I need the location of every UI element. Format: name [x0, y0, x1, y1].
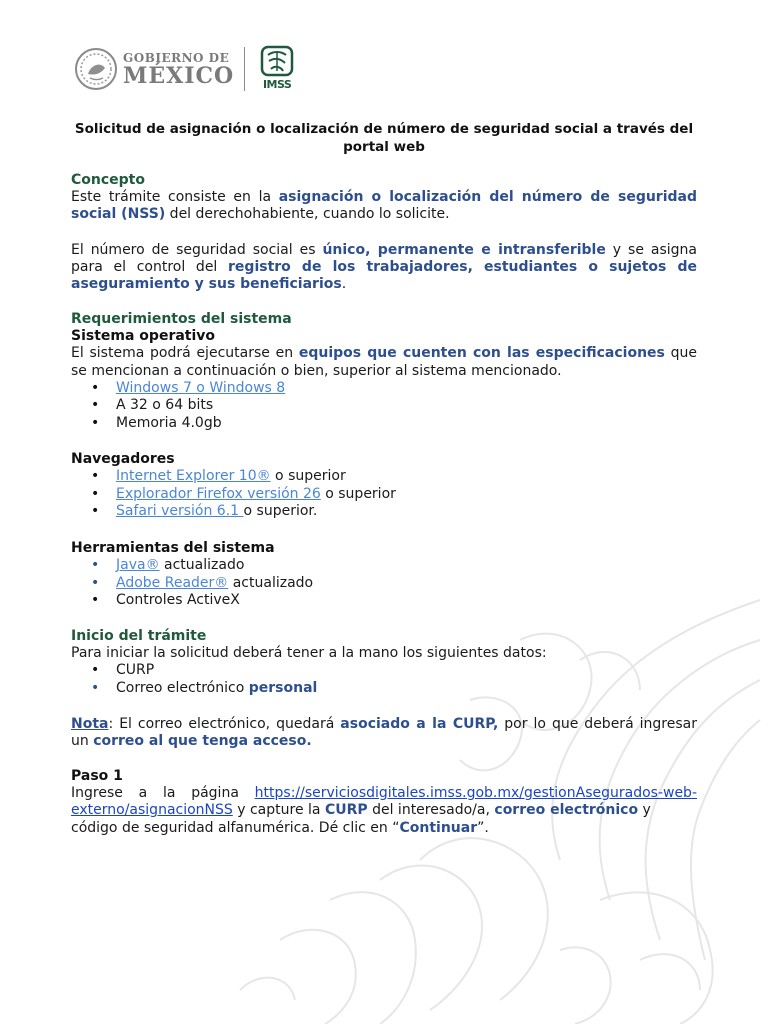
- text: Controles ActiveX: [116, 592, 240, 609]
- windows-link[interactable]: Windows 7 o Windows 8: [116, 379, 286, 396]
- text: o superior.: [243, 503, 318, 520]
- browsers-list: [71, 468, 697, 521]
- text: .: [341, 276, 347, 293]
- list-item: [71, 468, 697, 486]
- gobierno-wordmark: [123, 52, 234, 87]
- list-item: [71, 662, 697, 680]
- inicio-heading: Inicio del trámite: [71, 628, 207, 644]
- section-requerimientos: [71, 311, 697, 433]
- text: : El correo electrónico, quedará: [108, 716, 341, 732]
- text: o superior: [320, 485, 396, 502]
- text: que se mencionan a continuación o bien, superior al sistema mencionado.: [71, 345, 697, 379]
- list-item: [71, 415, 697, 433]
- text: actualizado: [159, 557, 245, 574]
- text: A 32 o 64 bits: [116, 397, 214, 414]
- text: Ingrese a la página: [71, 785, 255, 802]
- concepto-paragraph-2: [71, 242, 697, 294]
- text: y se asigna para el control del: [71, 242, 697, 276]
- herramientas-heading: Herramientas del sistema: [71, 540, 275, 556]
- internet-explorer-link[interactable]: Internet Explorer 10®: [116, 468, 271, 485]
- list-item: [71, 557, 697, 575]
- text: del derechohabiente, cuando lo solicite.: [165, 206, 450, 223]
- text: por lo que deberá ingresar un: [71, 716, 697, 750]
- navegadores-heading: Navegadores: [71, 451, 175, 467]
- section-herramientas: [71, 540, 697, 610]
- page-title: Solicitud de asignación o localización de número de seguridad social a través del portal web: [74, 121, 694, 155]
- adobe-reader-link[interactable]: Adobe Reader®: [116, 574, 229, 591]
- imss-label: IMSS: [262, 78, 292, 91]
- paso-1-heading: Paso 1: [71, 768, 123, 784]
- section-navegadores: [71, 451, 697, 521]
- concepto-paragraph-1: [71, 189, 697, 223]
- os-list: [71, 380, 697, 433]
- text: actualizado: [228, 574, 314, 591]
- text: Este trámite consiste en la: [71, 189, 279, 206]
- text: Memoria 4.0gb: [116, 415, 222, 431]
- list-item: [71, 380, 697, 398]
- text: CURP: [116, 662, 155, 679]
- paso-1-line-1: [71, 785, 697, 802]
- header-logos: [75, 44, 295, 94]
- asignacion-nss-url-continued[interactable]: externo/asignacionNSS: [71, 802, 233, 819]
- inicio-paragraph: Para iniciar la solicitud deberá tener a la mano los siguientes datos:: [71, 645, 547, 662]
- text: y código de seguridad alfanumérica. Dé clic en “: [71, 802, 651, 836]
- highlight-unico: único, permanente e intransferible: [322, 242, 606, 258]
- list-item: [71, 592, 697, 610]
- mexico-seal-icon: [75, 48, 117, 90]
- text: El sistema podrá ejecutarse en: [71, 345, 299, 362]
- text: del interesado/a,: [367, 802, 495, 819]
- highlight-acceso: correo al que tenga acceso.: [93, 733, 312, 750]
- text: ”.: [477, 819, 489, 836]
- section-inicio: [71, 628, 697, 698]
- gobierno-top-text: GOBIERNO DE: [123, 50, 230, 65]
- list-item: [71, 575, 697, 593]
- highlight-curp: asociado a la CURP,: [340, 716, 499, 732]
- text: El número de seguridad social es: [71, 242, 323, 258]
- list-item: [71, 397, 697, 415]
- text: Correo electrónico: [116, 680, 249, 696]
- safari-link[interactable]: Safari versión 6.1: [116, 503, 244, 520]
- tools-list: [71, 557, 697, 610]
- highlight-nss: asignación o localización del número de seguridad social (NSS): [71, 189, 698, 223]
- nota-paragraph: [71, 716, 697, 750]
- sistema-operativo-heading: Sistema operativo: [71, 328, 216, 345]
- highlight-curp-2: CURP: [324, 802, 368, 819]
- text: y capture la: [232, 802, 325, 819]
- logo-divider: [244, 47, 245, 91]
- java-link[interactable]: Java®: [116, 557, 160, 574]
- concepto-heading: Concepto: [71, 172, 145, 188]
- highlight-continuar: Continuar: [399, 819, 478, 836]
- highlight-equipos: equipos que cuenten con las especificaciones: [298, 345, 665, 362]
- asignacion-nss-url[interactable]: https://serviciosdigitales.imss.gob.mx/gestionAsegurados-web-: [254, 785, 697, 802]
- highlight-correo: correo electrónico: [494, 802, 639, 819]
- paso-1-rest: [71, 802, 697, 836]
- section-paso-1: [71, 768, 697, 837]
- highlight-personal: personal: [248, 680, 318, 696]
- nota-label: Nota: [71, 716, 109, 732]
- imss-logo-icon: [259, 45, 295, 93]
- requerimientos-paragraph: [71, 345, 697, 379]
- list-item: [71, 486, 697, 504]
- gobierno-bottom-text: MÉXICO: [123, 62, 235, 89]
- text: o superior: [270, 468, 346, 485]
- requerimientos-heading: Requerimientos del sistema: [71, 311, 292, 327]
- highlight-registro: registro de los trabajadores, estudiantes o sujetos de aseguramiento y sus beneficiarios: [71, 259, 697, 293]
- section-concepto: [71, 172, 697, 224]
- firefox-link[interactable]: Explorador Firefox versión 26: [116, 485, 321, 502]
- list-item: [71, 503, 697, 521]
- inicio-list: [71, 662, 697, 697]
- list-item: [71, 680, 697, 698]
